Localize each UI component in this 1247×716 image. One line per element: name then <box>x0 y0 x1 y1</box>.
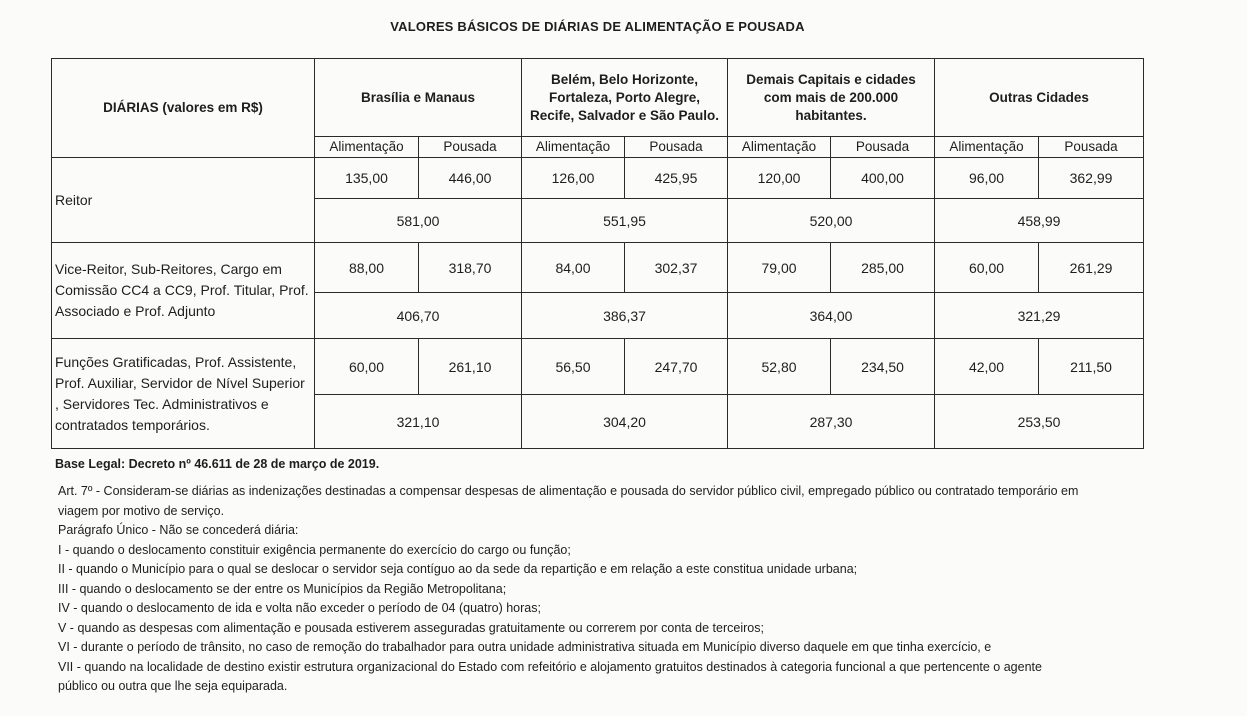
subheader-alimentacao: Alimentação <box>315 137 419 158</box>
total-cell: 458,99 <box>935 199 1144 243</box>
article-line: V - quando as despesas com alimentação e pousada estiverem asseguradas gratuitamente ou correrem por conta de terceiros; <box>58 620 764 635</box>
table-row <box>52 339 1144 395</box>
document-title: VALORES BÁSICOS DE DIÁRIAS DE ALIMENTAÇÃO E POUSADA <box>390 19 805 34</box>
group-header-capitais-principais: Belém, Belo Horizonte, Fortaleza, Porto Alegre, Recife, Salvador e São Paulo. <box>522 59 728 137</box>
row-label: Funções Gratificadas, Prof. Assistente, Prof. Auxiliar, Servidor de Nível Superior , Servidores Tec. Administrativos e contratados temporários. <box>52 339 315 449</box>
article-line: viagem por motivo de serviço. <box>58 503 225 518</box>
article-line: VI - durante o período de trânsito, no caso de remoção do trabalhador para outra unidade administrativa situada em Município diverso daquele em que tinha exercício, e <box>58 640 992 654</box>
corner-label: DIÁRIAS (valores em R$) <box>52 59 315 158</box>
subheader-pousada: Pousada <box>831 137 935 158</box>
value-cell: 285,00 <box>831 243 935 293</box>
total-cell: 551,95 <box>522 199 728 243</box>
article-line: IV - quando o deslocamento de ida e volta não exceder o período de 04 (quatro) horas; <box>58 601 541 615</box>
value-cell: 42,00 <box>935 339 1039 395</box>
article-text <box>58 482 1158 697</box>
value-cell: 56,50 <box>522 339 625 395</box>
value-cell: 362,99 <box>1039 158 1144 199</box>
group-header-brasilia-manaus: Brasília e Manaus <box>315 59 522 137</box>
total-cell: 386,37 <box>522 293 728 339</box>
table-row <box>52 243 1144 293</box>
value-cell: 126,00 <box>522 158 625 199</box>
subheader-alimentacao: Alimentação <box>522 137 625 158</box>
group-header-demais-capitais: Demais Capitais e cidades com mais de 200.000 habitantes. <box>728 59 935 137</box>
total-cell: 321,10 <box>315 395 522 449</box>
header-row <box>52 59 1144 137</box>
article-line: I - quando o deslocamento constituir exigência permanente do exercício do cargo ou função; <box>58 542 571 557</box>
total-cell: 287,30 <box>728 395 935 449</box>
value-cell: 400,00 <box>831 158 935 199</box>
subheader-alimentacao: Alimentação <box>728 137 831 158</box>
value-cell: 84,00 <box>522 243 625 293</box>
subheader-alimentacao: Alimentação <box>935 137 1039 158</box>
value-cell: 79,00 <box>728 243 831 293</box>
value-cell: 261,29 <box>1039 243 1144 293</box>
value-cell: 135,00 <box>315 158 419 199</box>
article-line: III - quando o deslocamento se der entre os Municípios da Região Metropolitana; <box>58 581 507 596</box>
subheader-pousada: Pousada <box>1039 137 1144 158</box>
value-cell: 234,50 <box>831 339 935 395</box>
value-cell: 261,10 <box>419 339 522 395</box>
total-cell: 304,20 <box>522 395 728 449</box>
article-line: Parágrafo Único - Não se concederá diária: <box>58 523 299 537</box>
total-cell: 364,00 <box>728 293 935 339</box>
value-cell: 60,00 <box>935 243 1039 293</box>
total-cell: 253,50 <box>935 395 1144 449</box>
total-cell: 321,29 <box>935 293 1144 339</box>
total-cell: 406,70 <box>315 293 522 339</box>
table-row <box>52 158 1144 199</box>
value-cell: 302,37 <box>625 243 728 293</box>
value-cell: 446,00 <box>419 158 522 199</box>
row-label: Vice-Reitor, Sub-Reitores, Cargo em Comissão CC4 a CC9, Prof. Titular, Prof. Associado e Prof. Adjunto <box>52 243 315 339</box>
article-line: público ou outra que lhe seja equiparada. <box>58 679 288 693</box>
value-cell: 247,70 <box>625 339 728 395</box>
total-cell: 581,00 <box>315 199 522 243</box>
article-line: VII - quando na localidade de destino existir estrutura organizacional do Estado com refeitório e alojamento gratuitos destinados à categoria funcional a que pertencente o agente <box>58 659 1042 674</box>
article-line: II - quando o Município para o qual se deslocar o servidor seja contíguo ao da sede da repartição e em relação a este constitua unidade urbana; <box>58 562 858 576</box>
row-label: Reitor <box>52 158 315 243</box>
subheader-pousada: Pousada <box>419 137 522 158</box>
legal-basis: Base Legal: Decreto nº 46.611 de 28 de março de 2019. <box>55 457 380 471</box>
value-cell: 318,70 <box>419 243 522 293</box>
value-cell: 88,00 <box>315 243 419 293</box>
value-cell: 120,00 <box>728 158 831 199</box>
group-header-outras-cidades: Outras Cidades <box>935 59 1144 137</box>
total-cell: 520,00 <box>728 199 935 243</box>
value-cell: 60,00 <box>315 339 419 395</box>
subheader-pousada: Pousada <box>625 137 728 158</box>
value-cell: 211,50 <box>1039 339 1144 395</box>
value-cell: 425,95 <box>625 158 728 199</box>
value-cell: 96,00 <box>935 158 1039 199</box>
diarias-table <box>51 58 1144 449</box>
article-line: Art. 7º - Consideram-se diárias as indenizações destinadas a compensar despesas de alimentação e pousada do servidor público civil, empregado público ou contratado temporário em <box>58 484 1079 498</box>
value-cell: 52,80 <box>728 339 831 395</box>
